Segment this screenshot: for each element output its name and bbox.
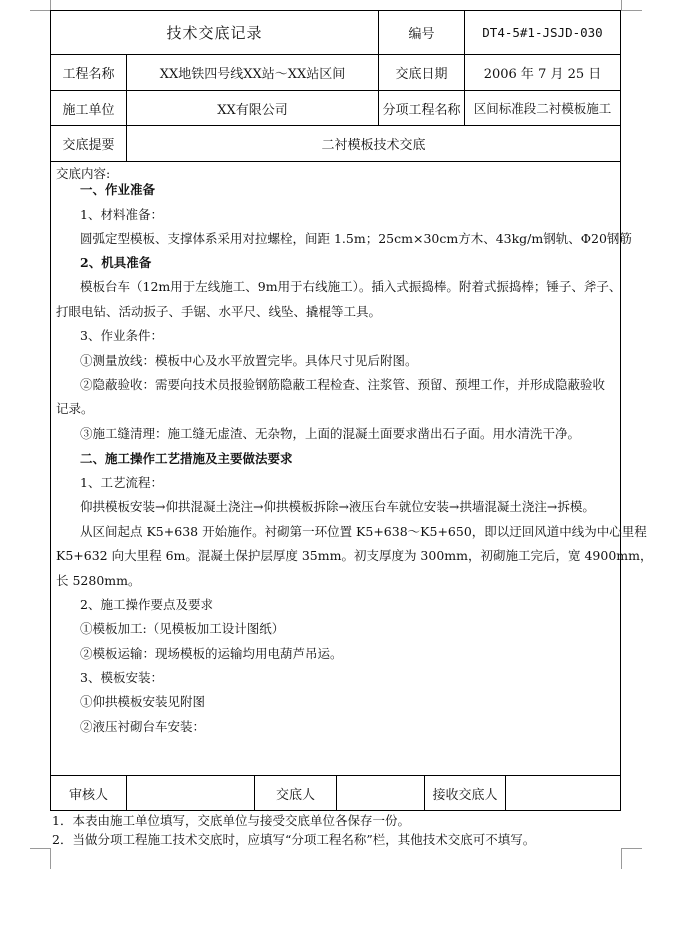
unit-label: 施工单位	[62, 102, 115, 118]
project-name-label: 工程名称	[62, 67, 115, 82]
content-line: K5+632 向大里程 6m。混凝土保护层厚度 35mm。初支厚度为 300mm，初砌施工完后，宽 4900mm，	[56, 548, 653, 563]
table-border-right	[620, 10, 621, 811]
table-rule	[50, 161, 621, 162]
footnote-1: 1．本表由施工单位填写，交底单位与接受交底单位各保存一份。	[52, 813, 410, 828]
receiver-label: 接收交底人	[432, 787, 498, 803]
project-name-value: XX地铁四号线XX站～XX站区间	[159, 67, 346, 82]
crop-mark-bottom-right	[621, 848, 642, 869]
section-heading: 一、作业准备	[80, 182, 156, 197]
crop-mark-bottom-left	[30, 848, 51, 869]
content-line: ①仰拱模板安装见附图	[80, 694, 206, 709]
content-line: 打眼电钻、活动扳子、手锯、水平尺、线坠、撬棍等工具。	[56, 304, 382, 319]
footnote-2: 2．当做分项工程施工技术交底时，应填写“分项工程名称”栏，其他技术交底可不填写。	[52, 832, 536, 847]
content-line: ①模板加工:（见模板加工设计图纸）	[80, 621, 285, 636]
date-label: 交底日期	[395, 67, 448, 82]
content-line: 2、施工操作要点及要求	[80, 597, 213, 612]
content-line: 1、材料准备：	[80, 207, 163, 222]
content-line: 记录。	[56, 401, 94, 416]
content-line: 从区间起点 K5+638 开始施作。衬砌第一环位置 K5+638～K5+650，即以迂回风道中线为中心里程	[80, 524, 647, 539]
section-heading: 二、施工操作工艺措施及主要做法要求	[80, 451, 293, 466]
content-line: 圆弧定型模板、支撑体系采用对拉螺栓，间距 1.5m；25cm×30cm方木、43kg/m钢轨、Φ20钢筋	[80, 231, 632, 246]
sub-project-value: 区间标准段二衬模板施工	[473, 101, 612, 116]
content-line: 3、模板安装：	[80, 670, 163, 685]
content-line: ②隐蔽验收：需要向技术员报验钢筋隐蔽工程检查、注浆管、预留、预埋工作，并形成隐蔽验收	[80, 377, 606, 392]
reviewer-signature-field[interactable]	[127, 776, 254, 810]
discloser-signature-field[interactable]	[337, 776, 424, 810]
content-line: ②模板运输：现场模板的运输均用电葫芦吊运。	[80, 646, 343, 661]
summary-label: 交底提要	[62, 138, 115, 153]
content-line: ②液压衬砌台车安装：	[80, 719, 206, 734]
content-line: 模板台车（12m用于左线施工、9m用于右线施工）。插入式振捣棒。附着式振捣棒；锤子、斧子、	[80, 279, 622, 294]
discloser-label: 交底人	[275, 787, 315, 803]
unit-value: XX有限公司	[217, 102, 288, 118]
crop-mark-top-left	[30, 0, 51, 11]
number-label: 编号	[408, 27, 435, 42]
sub-project-label: 分项工程名称	[382, 102, 461, 118]
content-line: 长 5280mm。	[56, 573, 141, 588]
number-value: DT4-5#1-JSJD-030	[482, 25, 603, 40]
content-line: 2、机具准备	[80, 255, 152, 270]
crop-mark-top-right	[621, 0, 642, 11]
content-line: 仰拱模板安装→仰拱混凝土浇注→仰拱模板拆除→液压台车就位安装→拱墙混凝土浇注→拆模。	[80, 499, 595, 514]
summary-value: 二衬模板技术交底	[321, 138, 426, 153]
content-line: ①测量放线：模板中心及水平放置完毕。具体尺寸见后附图。	[80, 353, 418, 368]
content-line: ③施工缝清理：施工缝无虚渣、无杂物，上面的混凝土面要求凿出石子面。用水清洗干净。	[80, 426, 581, 441]
content-line: 3、作业条件：	[80, 328, 163, 343]
reviewer-label: 审核人	[68, 787, 108, 803]
content-line: 1、工艺流程：	[80, 475, 163, 490]
date-value: 2006 年 7 月 25 日	[483, 67, 602, 82]
form-title: 技术交底记录	[166, 24, 263, 42]
receiver-signature-field[interactable]	[506, 776, 620, 810]
content-label: 交底内容:	[56, 166, 111, 181]
